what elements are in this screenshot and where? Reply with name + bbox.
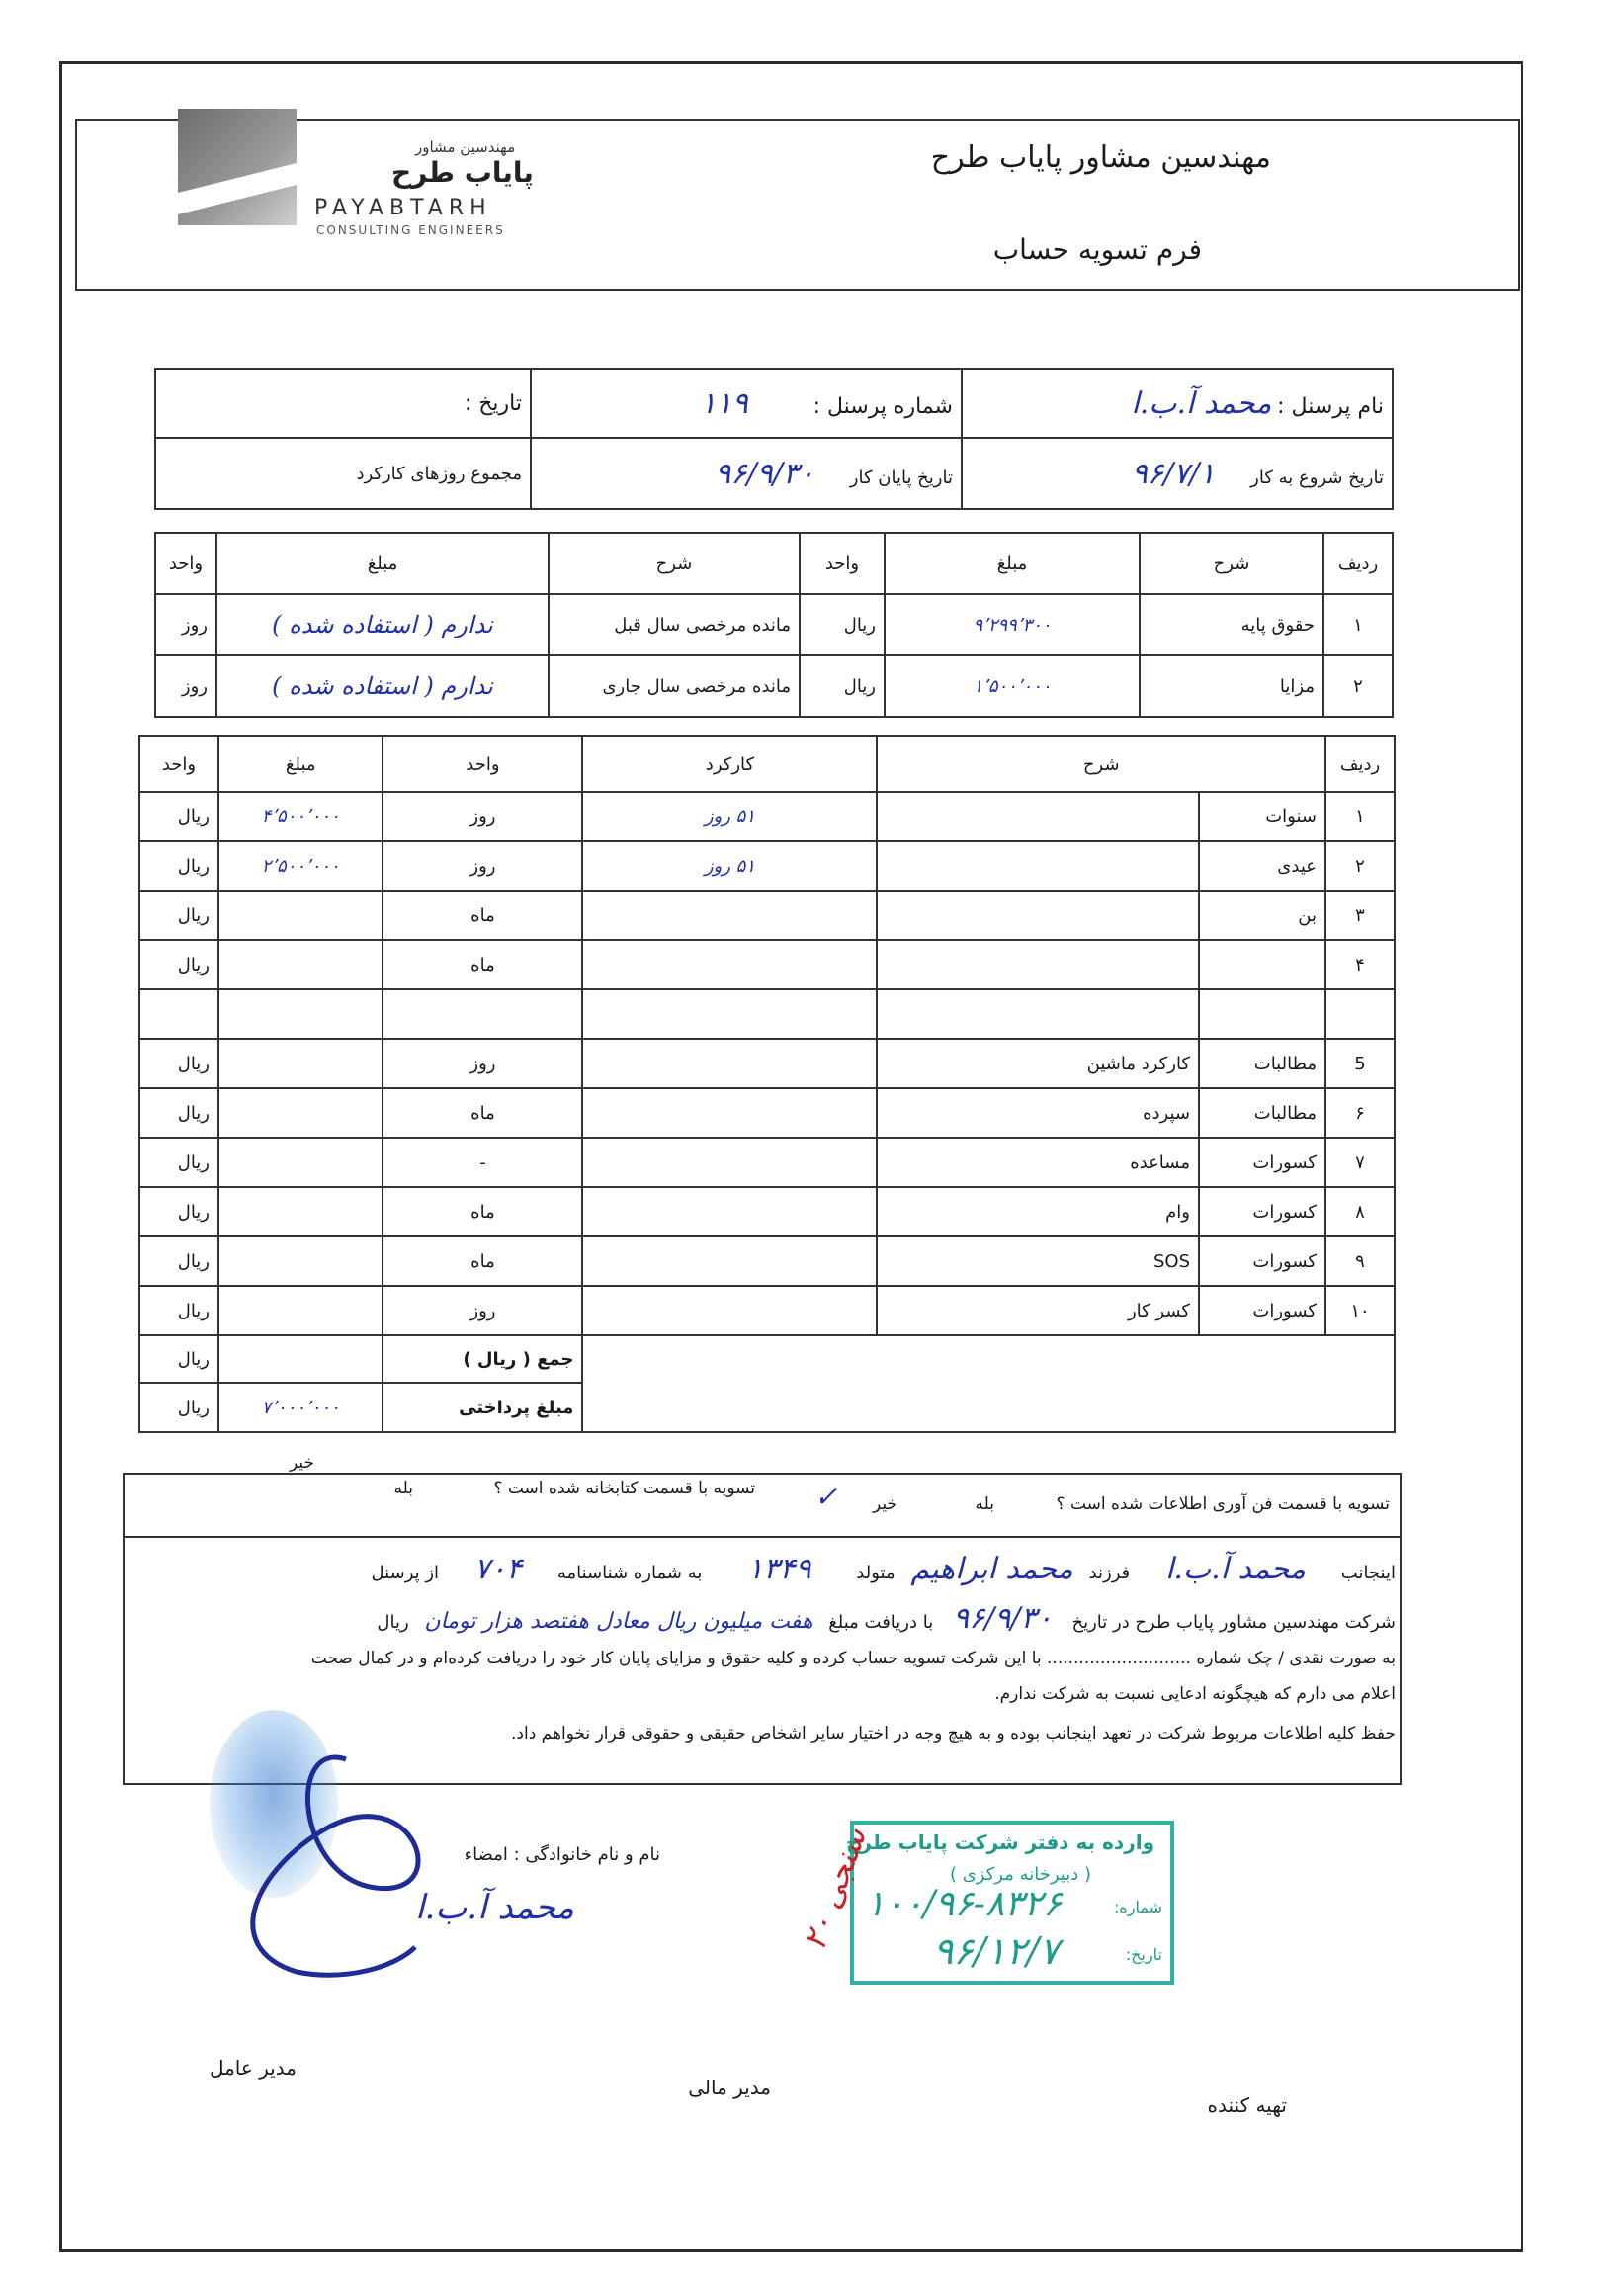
- sign-label: نام و نام خانوادگی : امضاء: [464, 1844, 660, 1865]
- date-label: تاریخ :: [464, 390, 522, 416]
- row-unit: ریال: [800, 655, 885, 717]
- row-amount: ۹٬۲۹۹٬۳۰۰: [885, 594, 1140, 655]
- end-label: تاریخ پایان کار: [849, 467, 953, 488]
- cell-unit: ماه: [383, 891, 582, 940]
- cell-work: [582, 1088, 877, 1138]
- cell-work: [582, 1236, 877, 1286]
- table-row: [155, 655, 1393, 717]
- paid-row: [139, 1383, 1395, 1432]
- decl-text: اینجانب: [1340, 1563, 1396, 1583]
- cell-no: ۳: [1325, 891, 1395, 940]
- cell-unit2: [139, 989, 218, 1039]
- cell-amount: ۲٬۵۰۰٬۰۰۰: [218, 841, 383, 891]
- stamp-date-value: ۹۶/۱۲/۷: [933, 1929, 1060, 1973]
- main-h-row: ردیف: [1325, 736, 1395, 792]
- cell-unit2: ریال: [139, 1039, 218, 1088]
- paid-label: مبلغ پرداختی: [383, 1383, 582, 1432]
- library-yes: بله: [393, 1479, 413, 1498]
- row-desc: حقوق پایه: [1140, 594, 1323, 655]
- footer-ceo: مدیر عامل: [209, 2056, 297, 2080]
- cell-no: ۱۰: [1325, 1286, 1395, 1335]
- sum-label: جمع ( ریال ): [383, 1335, 582, 1383]
- it-question: تسویه با قسمت فن آوری اطلاعات شده است ؟: [1056, 1494, 1390, 1514]
- sal-h-unit2: واحد: [155, 533, 216, 594]
- cell-sub: [877, 792, 1199, 841]
- form-title: فرم تسویه حساب: [992, 233, 1202, 266]
- decl-line4: اعلام می دارم که هیچگونه ادعایی نسبت به شرکت ندارم.: [994, 1684, 1396, 1704]
- cell-desc: [1199, 940, 1325, 989]
- footer-finance: مدیر مالی: [688, 2076, 771, 2099]
- number-label: شماره پرسنل :: [812, 393, 953, 419]
- cell-desc: کسورات: [1199, 1187, 1325, 1236]
- table-row: [139, 989, 1395, 1039]
- decl-name: محمد آ.ب.ا: [1164, 1552, 1307, 1586]
- decl-line3: به صورت نقدی / چک شماره ........................... با این شرکت تسویه حساب کرده و کلیه حقوق و مزایای پایان کار خود را دریافت کرده‌ام و در کمال صحت: [310, 1649, 1396, 1668]
- stamp-number-value: ۱۰۰/۹۶-۸۳۲۶: [866, 1884, 1063, 1924]
- cell-work: ۵۱ روز: [582, 792, 877, 841]
- footer-preparer: تهیه کننده: [1207, 2093, 1287, 2117]
- cell-no: ۷: [1325, 1138, 1395, 1187]
- cell-sub: کسر کار: [877, 1286, 1199, 1335]
- table-row: [139, 1286, 1395, 1335]
- cell-unit: ماه: [383, 1088, 582, 1138]
- cell-amount: [218, 940, 383, 989]
- decl-amount: هفت میلیون ریال معادل هفتصد هزار تومان: [424, 1609, 813, 1634]
- row-no: ۱: [1323, 594, 1393, 655]
- decl-father: محمد ابراهیم: [910, 1552, 1073, 1586]
- cell-desc: [1199, 989, 1325, 1039]
- cell-desc: مطالبات: [1199, 1039, 1325, 1088]
- cell-no: [1325, 989, 1395, 1039]
- cell-no: ۴: [1325, 940, 1395, 989]
- cell-unit: ماه: [383, 1187, 582, 1236]
- decl-line1: [372, 1552, 1396, 1586]
- cell-sub: [877, 841, 1199, 891]
- workdays-label: مجموع روزهای کارکرد: [356, 463, 522, 484]
- personnel-table: [154, 368, 1394, 510]
- decl-id: ۷۰۴: [473, 1552, 523, 1586]
- cell-work: ۵۱ روز: [582, 841, 877, 891]
- cell-work: [582, 891, 877, 940]
- cell-unit: روز: [383, 1039, 582, 1088]
- it-yes: بله: [975, 1494, 994, 1514]
- stamp-line2: ( دبیرخانه مرکزی ): [949, 1864, 1091, 1885]
- cell-unit: روز: [383, 792, 582, 841]
- cell-sub: کارکرد ماشین: [877, 1039, 1199, 1088]
- stamp-line1: وارده به دفتر شرکت پایاب طرح: [845, 1830, 1154, 1854]
- decl-line2: [377, 1601, 1396, 1636]
- decl-line5: حفظ کلیه اطلاعات مربوط شرکت در تعهد اینجانب بوده و به هیچ وجه در اختیار سایر اشخاص حقیقی و حقوقی قرار نخواهم داد.: [511, 1724, 1396, 1743]
- cell-amount: [218, 1039, 383, 1088]
- decl-text: به شماره شناسنامه: [556, 1563, 703, 1583]
- cell-work: [582, 989, 877, 1039]
- cell-work: [582, 940, 877, 989]
- cell-no: ۸: [1325, 1187, 1395, 1236]
- table-row: [139, 1187, 1395, 1236]
- cell-no: ۹: [1325, 1236, 1395, 1286]
- row-amount2: ندارم ( استفاده شده ): [216, 655, 549, 717]
- cell-sub: مساعده: [877, 1138, 1199, 1187]
- start-label: تاریخ شروع به کار: [1250, 467, 1384, 488]
- table-row: [139, 792, 1395, 841]
- receipt-stamp: [845, 1821, 1174, 1985]
- cell-desc: کسورات: [1199, 1286, 1325, 1335]
- cell-no: 5: [1325, 1039, 1395, 1088]
- signature-stroke: [178, 1720, 474, 1987]
- cell-sub: سپرده: [877, 1088, 1199, 1138]
- table-row: [139, 940, 1395, 989]
- sum-row: [139, 1335, 1395, 1383]
- row-desc: مزایا: [1140, 655, 1323, 717]
- table-row: [139, 891, 1395, 940]
- paid-value: ۷٬۰۰۰٬۰۰۰: [218, 1383, 383, 1432]
- cell-sub: [877, 891, 1199, 940]
- cell-sub: SOS: [877, 1236, 1199, 1286]
- stamp-date-label: تاریخ:: [1125, 1945, 1162, 1964]
- table-row: [139, 1236, 1395, 1286]
- decl-text: فرزند: [1088, 1563, 1131, 1583]
- cell-unit2: ریال: [139, 891, 218, 940]
- row-unit2: روز: [155, 655, 216, 717]
- cell-no: ۱: [1325, 792, 1395, 841]
- cell-desc: عیدی: [1199, 841, 1325, 891]
- cell-amount: [218, 1138, 383, 1187]
- cell-unit: [383, 989, 582, 1039]
- cell-unit: ماه: [383, 1236, 582, 1286]
- main-h-unit: واحد: [383, 736, 582, 792]
- cell-desc: مطالبات: [1199, 1088, 1325, 1138]
- cell-desc: سنوات: [1199, 792, 1325, 841]
- library-no: خیر: [289, 1453, 314, 1473]
- cell-amount: [218, 1236, 383, 1286]
- cell-desc: کسورات: [1199, 1138, 1325, 1187]
- sum-unit: ریال: [139, 1335, 218, 1383]
- sal-h-desc2: شرح: [549, 533, 800, 594]
- cell-no: ۲: [1325, 841, 1395, 891]
- decl-text: ریال: [377, 1612, 409, 1633]
- cell-unit2: ریال: [139, 940, 218, 989]
- sal-h-unit: واحد: [800, 533, 885, 594]
- start-value: ۹۶/۷/۱: [1131, 456, 1216, 491]
- cell-work: [582, 1138, 877, 1187]
- table-row: [139, 1088, 1395, 1138]
- name-label: نام پرسنل :: [1277, 393, 1384, 419]
- main-h-amount: مبلغ: [218, 736, 383, 792]
- cell-sub: [877, 940, 1199, 989]
- table-row: [139, 1039, 1395, 1088]
- cell-unit2: ریال: [139, 1088, 218, 1138]
- decl-text: از پرسنل: [371, 1563, 440, 1583]
- row-amount: ۱٬۵۰۰٬۰۰۰: [885, 655, 1140, 717]
- logo-en-name: PAYABTARH: [314, 196, 492, 220]
- row-unit2: روز: [155, 594, 216, 655]
- logo-en-sub: CONSULTING ENGINEERS: [316, 223, 505, 237]
- table-row: [155, 594, 1393, 655]
- table-row: [139, 841, 1395, 891]
- cell-amount: [218, 1187, 383, 1236]
- salary-table: [154, 532, 1394, 718]
- row-amount2: ندارم ( استفاده شده ): [216, 594, 549, 655]
- paid-unit: ریال: [139, 1383, 218, 1432]
- cell-work: [582, 1286, 877, 1335]
- sal-h-desc: شرح: [1140, 533, 1323, 594]
- sal-h-amount2: مبلغ: [216, 533, 549, 594]
- cell-work: [582, 1187, 877, 1236]
- cell-unit: روز: [383, 841, 582, 891]
- cell-sub: [877, 989, 1199, 1039]
- main-h-unit2: واحد: [139, 736, 218, 792]
- table-row: [139, 1138, 1395, 1187]
- cell-work: [582, 1039, 877, 1088]
- cell-unit: -: [383, 1138, 582, 1187]
- cell-unit2: ریال: [139, 792, 218, 841]
- cell-amount: ۴٬۵۰۰٬۰۰۰: [218, 792, 383, 841]
- number-value: ۱۱۹: [700, 385, 748, 421]
- sign-value: محمد آ.ب.ا: [415, 1888, 574, 1927]
- it-no-check: ✓: [814, 1481, 838, 1513]
- decl-birth: ۱۳۴۹: [747, 1552, 811, 1586]
- decl-text: متولد: [856, 1563, 895, 1583]
- sal-h-amount: مبلغ: [885, 533, 1140, 594]
- row-unit: ریال: [800, 594, 885, 655]
- main-h-desc: شرح: [877, 736, 1325, 792]
- logo-fa-big: پایاب طرح: [391, 156, 534, 189]
- stamp-side-note: ۲۰ سنجی: [795, 1823, 874, 1955]
- it-no: خیر: [872, 1494, 897, 1514]
- row-desc2: مانده مرخصی سال جاری: [549, 655, 800, 717]
- cell-unit2: ریال: [139, 1236, 218, 1286]
- name-value: محمد آ.ب.ا: [1131, 385, 1272, 421]
- decl-date: ۹۶/۹/۳۰: [952, 1601, 1053, 1636]
- cell-desc: بن: [1199, 891, 1325, 940]
- cell-desc: کسورات: [1199, 1236, 1325, 1286]
- end-value: ۹۶/۹/۳۰: [715, 456, 815, 491]
- cell-no: ۶: [1325, 1088, 1395, 1138]
- main-h-work: کارکرد: [582, 736, 877, 792]
- library-question: تسویه با قسمت کتابخانه شده است ؟: [493, 1479, 755, 1498]
- decl-text: با دریافت مبلغ: [828, 1612, 934, 1633]
- decl-text: شرکت مهندسین مشاور پایاب طرح در تاریخ: [1071, 1612, 1396, 1633]
- cell-unit2: ریال: [139, 1138, 218, 1187]
- row-no: ۲: [1323, 655, 1393, 717]
- cell-unit2: ریال: [139, 841, 218, 891]
- company-title: مهندسین مشاور پایاب طرح: [930, 140, 1271, 175]
- cell-unit: روز: [383, 1286, 582, 1335]
- sal-h-row: ردیف: [1323, 533, 1393, 594]
- cell-sub: وام: [877, 1187, 1199, 1236]
- row-desc2: مانده مرخصی سال قبل: [549, 594, 800, 655]
- cell-amount: [218, 1286, 383, 1335]
- cell-unit2: ریال: [139, 1187, 218, 1236]
- cell-amount: [218, 1088, 383, 1138]
- main-table: [138, 735, 1396, 1433]
- cell-amount: [218, 891, 383, 940]
- cell-amount: [218, 989, 383, 1039]
- cell-unit2: ریال: [139, 1286, 218, 1335]
- cell-unit: ماه: [383, 940, 582, 989]
- logo-fa-small: مهندسین مشاور: [415, 138, 516, 156]
- stamp-number-label: شماره:: [1113, 1898, 1162, 1916]
